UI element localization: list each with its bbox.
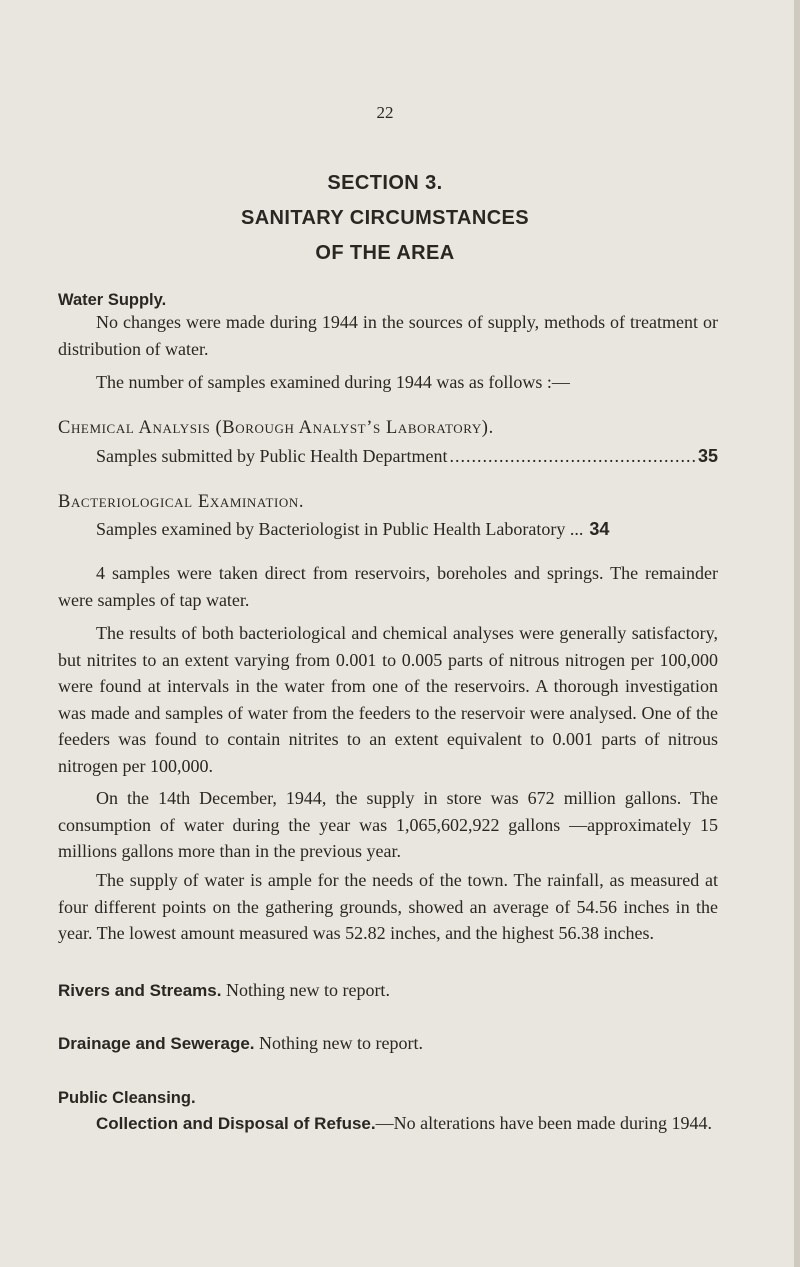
paragraph-rainfall: The supply of water is ample for the needs of the town. The rainfall, as measured at four different points on the gathering grounds, showed an average of 54.56 inches in the year. The lowest amount measured was 52.82 inches, and the highest 56.38 inches. [58,870,718,943]
page-number: 22 [376,103,394,122]
section-number: SECTION 3. [327,172,443,194]
bacteriological-heading: Bacteriological Examination. [58,492,305,512]
refuse-paragraph: Collection and Disposal of Refuse.—No alterations have been made during 1944. [96,1113,713,1133]
paragraph-samples-sources: 4 samples were taken direct from reservoirs, boreholes and springs. The remainder were samples of tap water. [58,563,718,610]
page-edge-shadow [794,0,800,1267]
water-supply-paragraph: No changes were made during 1944 in the sources of supply, methods of treatment or distribution of water. [58,312,718,359]
leader-dots [449,446,696,467]
chemical-samples-label: Samples submitted by Public Health Department [96,446,448,466]
public-cleansing-heading: Public Cleansing. [58,1089,196,1107]
chemical-analysis-heading: Chemical Analysis (Borough Analyst’s Laboratory). [58,418,494,438]
drainage-paragraph: Drainage and Sewerage. Nothing new to report. [58,1033,423,1053]
bacteriological-samples-value: 34 [589,519,610,539]
rivers-heading: Rivers and Streams. [58,981,222,1000]
chemical-samples-row [96,446,718,467]
paragraph-analysis-results: The results of both bacteriological and chemical analyses were generally satisfactory, but nitrites to an extent varying from 0.001 to 0.005 parts of nitrous nitrogen per 100,000 were found at intervals in the water from one of the reservoirs. A thorough investigation was made and samples of water from the feeders to the reservoir were analysed. One of the feeders was found to contain nitrites to an extent equivalent to 0.001 parts of nitrous nitrogen per 100,000. [58,623,718,776]
chemical-samples-value: 35 [697,446,718,466]
rivers-paragraph: Rivers and Streams. Nothing new to report. [58,980,390,1000]
refuse-heading: Collection and Disposal of Refuse. [96,1114,376,1133]
bacteriological-samples-label: Samples examined by Bacteriologist in Public Health Laboratory ... [96,519,584,539]
water-supply-heading: Water Supply. [58,291,167,309]
bacteriological-samples-row [96,519,718,540]
section-title-line2: OF THE AREA [315,242,455,264]
section-title-line1: SANITARY CIRCUMSTANCES [240,207,530,229]
drainage-heading: Drainage and Sewerage. [58,1034,255,1053]
paragraph-supply-store: On the 14th December, 1944, the supply in store was 672 million gallons. The consumption of water during the year was 1,065,602,922 gallons —approximately 15 millions gallons more than in the previous year. [58,788,718,861]
samples-intro-paragraph: The number of samples examined during 1944 was as follows :— [96,372,570,392]
